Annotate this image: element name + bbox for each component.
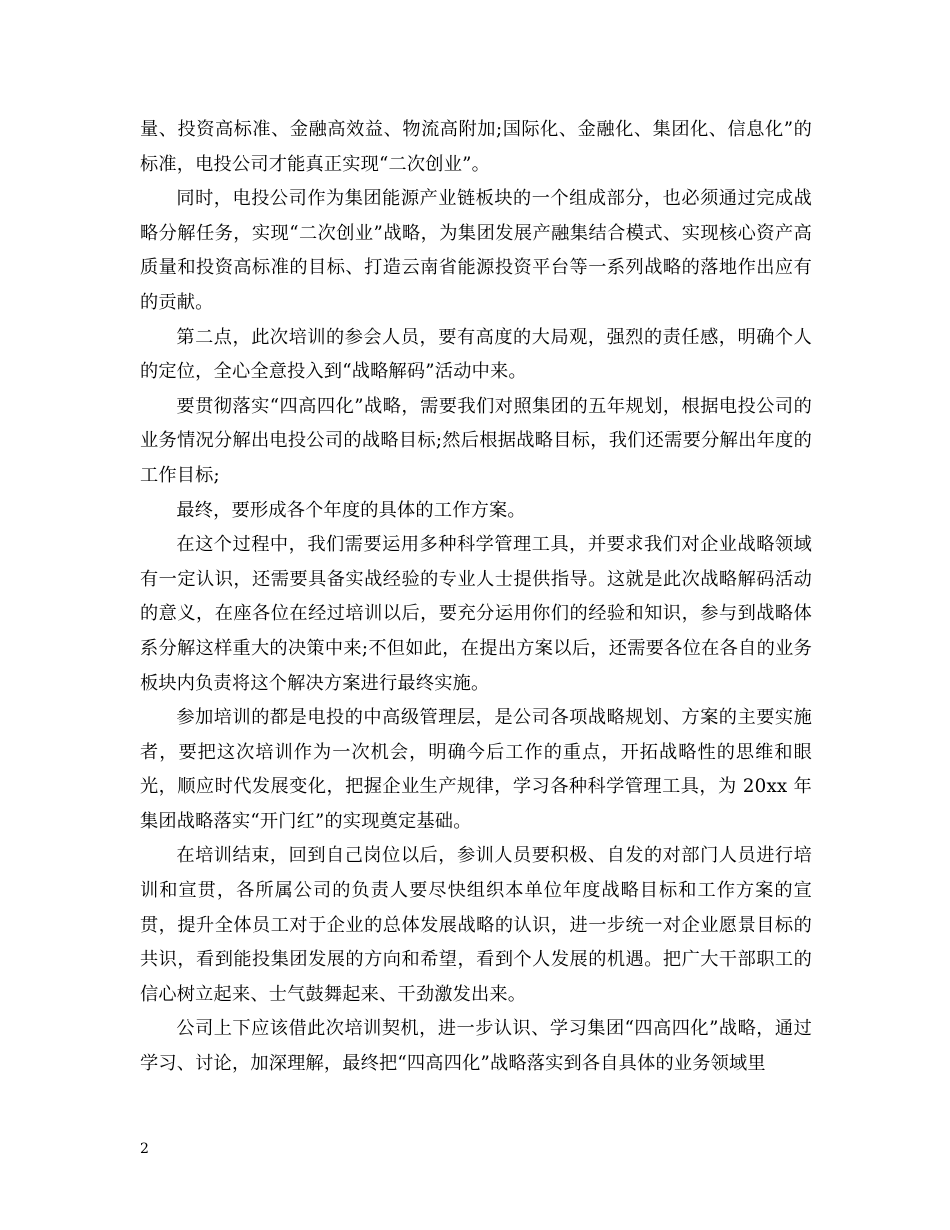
- paragraph: 最终，要形成各个年度的具体的工作方案。: [176, 499, 526, 521]
- paragraph: 同时，电投公司作为集团能源产业链板块的一个组成部分，也必须通过完成战略分解任务，实现“二次创业”战略，为集团发展产融集结合模式、实现核心资产高质量和投资高标准的目标、打造云南省能源投资平台等一系列战略的落地作出应有的贡献。: [140, 188, 812, 313]
- paragraph-continued: 量、投资高标准、金融高效益、物流高附加;国际化、金融化、集团化、信息化”的标准，电投公司才能真正实现“二次创业”。: [140, 119, 812, 175]
- paragraph: 要贯彻落实“四高四化”战略，需要我们对照集团的五年规划，根据电投公司的业务情况分解出电投公司的战略目标;然后根据战略目标，我们还需要分解出年度的工作目标;: [140, 395, 812, 486]
- paragraph: 第二点，此次培训的参会人员，要有高度的大局观，强烈的责任感，明确个人的定位，全心全意投入到“战略解码”活动中来。: [140, 326, 812, 383]
- page-number: 2: [140, 1141, 149, 1157]
- document-body: [140, 113, 812, 1082]
- paragraph: 参加培训的都是电投的中高级管理层，是公司各项战略规划、方案的主要实施者，要把这次培训作为一次机会，明确今后工作的重点，开拓战略性的思维和眼光，顺应时代发展变化，把握企业生产规律，学习各种科学管理工具，为 20xx 年集团战略落实“开门红”的实现奠定基础。: [140, 707, 812, 832]
- paragraph: 在这个过程中，我们需要运用多种科学管理工具，并要求我们对企业战略领域有一定认识，还需要具备实战经验的专业人士提供指导。这就是此次战略解码活动的意义，在座各位在经过培训以后，要充分运用你们的经验和知识，参与到战略体系分解这样重大的决策中来;不但如此，在提出方案以后，还需要各位在各自的业务板块内负责将这个解决方案进行最终实施。: [140, 534, 812, 694]
- paragraph: 在培训结束，回到自己岗位以后，参训人员要积极、自发的对部门人员进行培训和宣贯，各所属公司的负责人要尽快组织本单位年度战略目标和工作方案的宣贯，提升全体员工对于企业的总体发展战略的认识，进一步统一对企业愿景目标的共识，看到能投集团发展的方向和希望，看到个人发展的机遇。把广大干部职工的信心树立起来、士气鼓舞起来、干劲激发出来。: [140, 845, 812, 1005]
- paragraph: 公司上下应该借此次培训契机，进一步认识、学习集团“四高四化”战略，通过学习、讨论，加深理解，最终把“四高四化”战略落实到各自具体的业务领域里: [140, 1018, 812, 1075]
